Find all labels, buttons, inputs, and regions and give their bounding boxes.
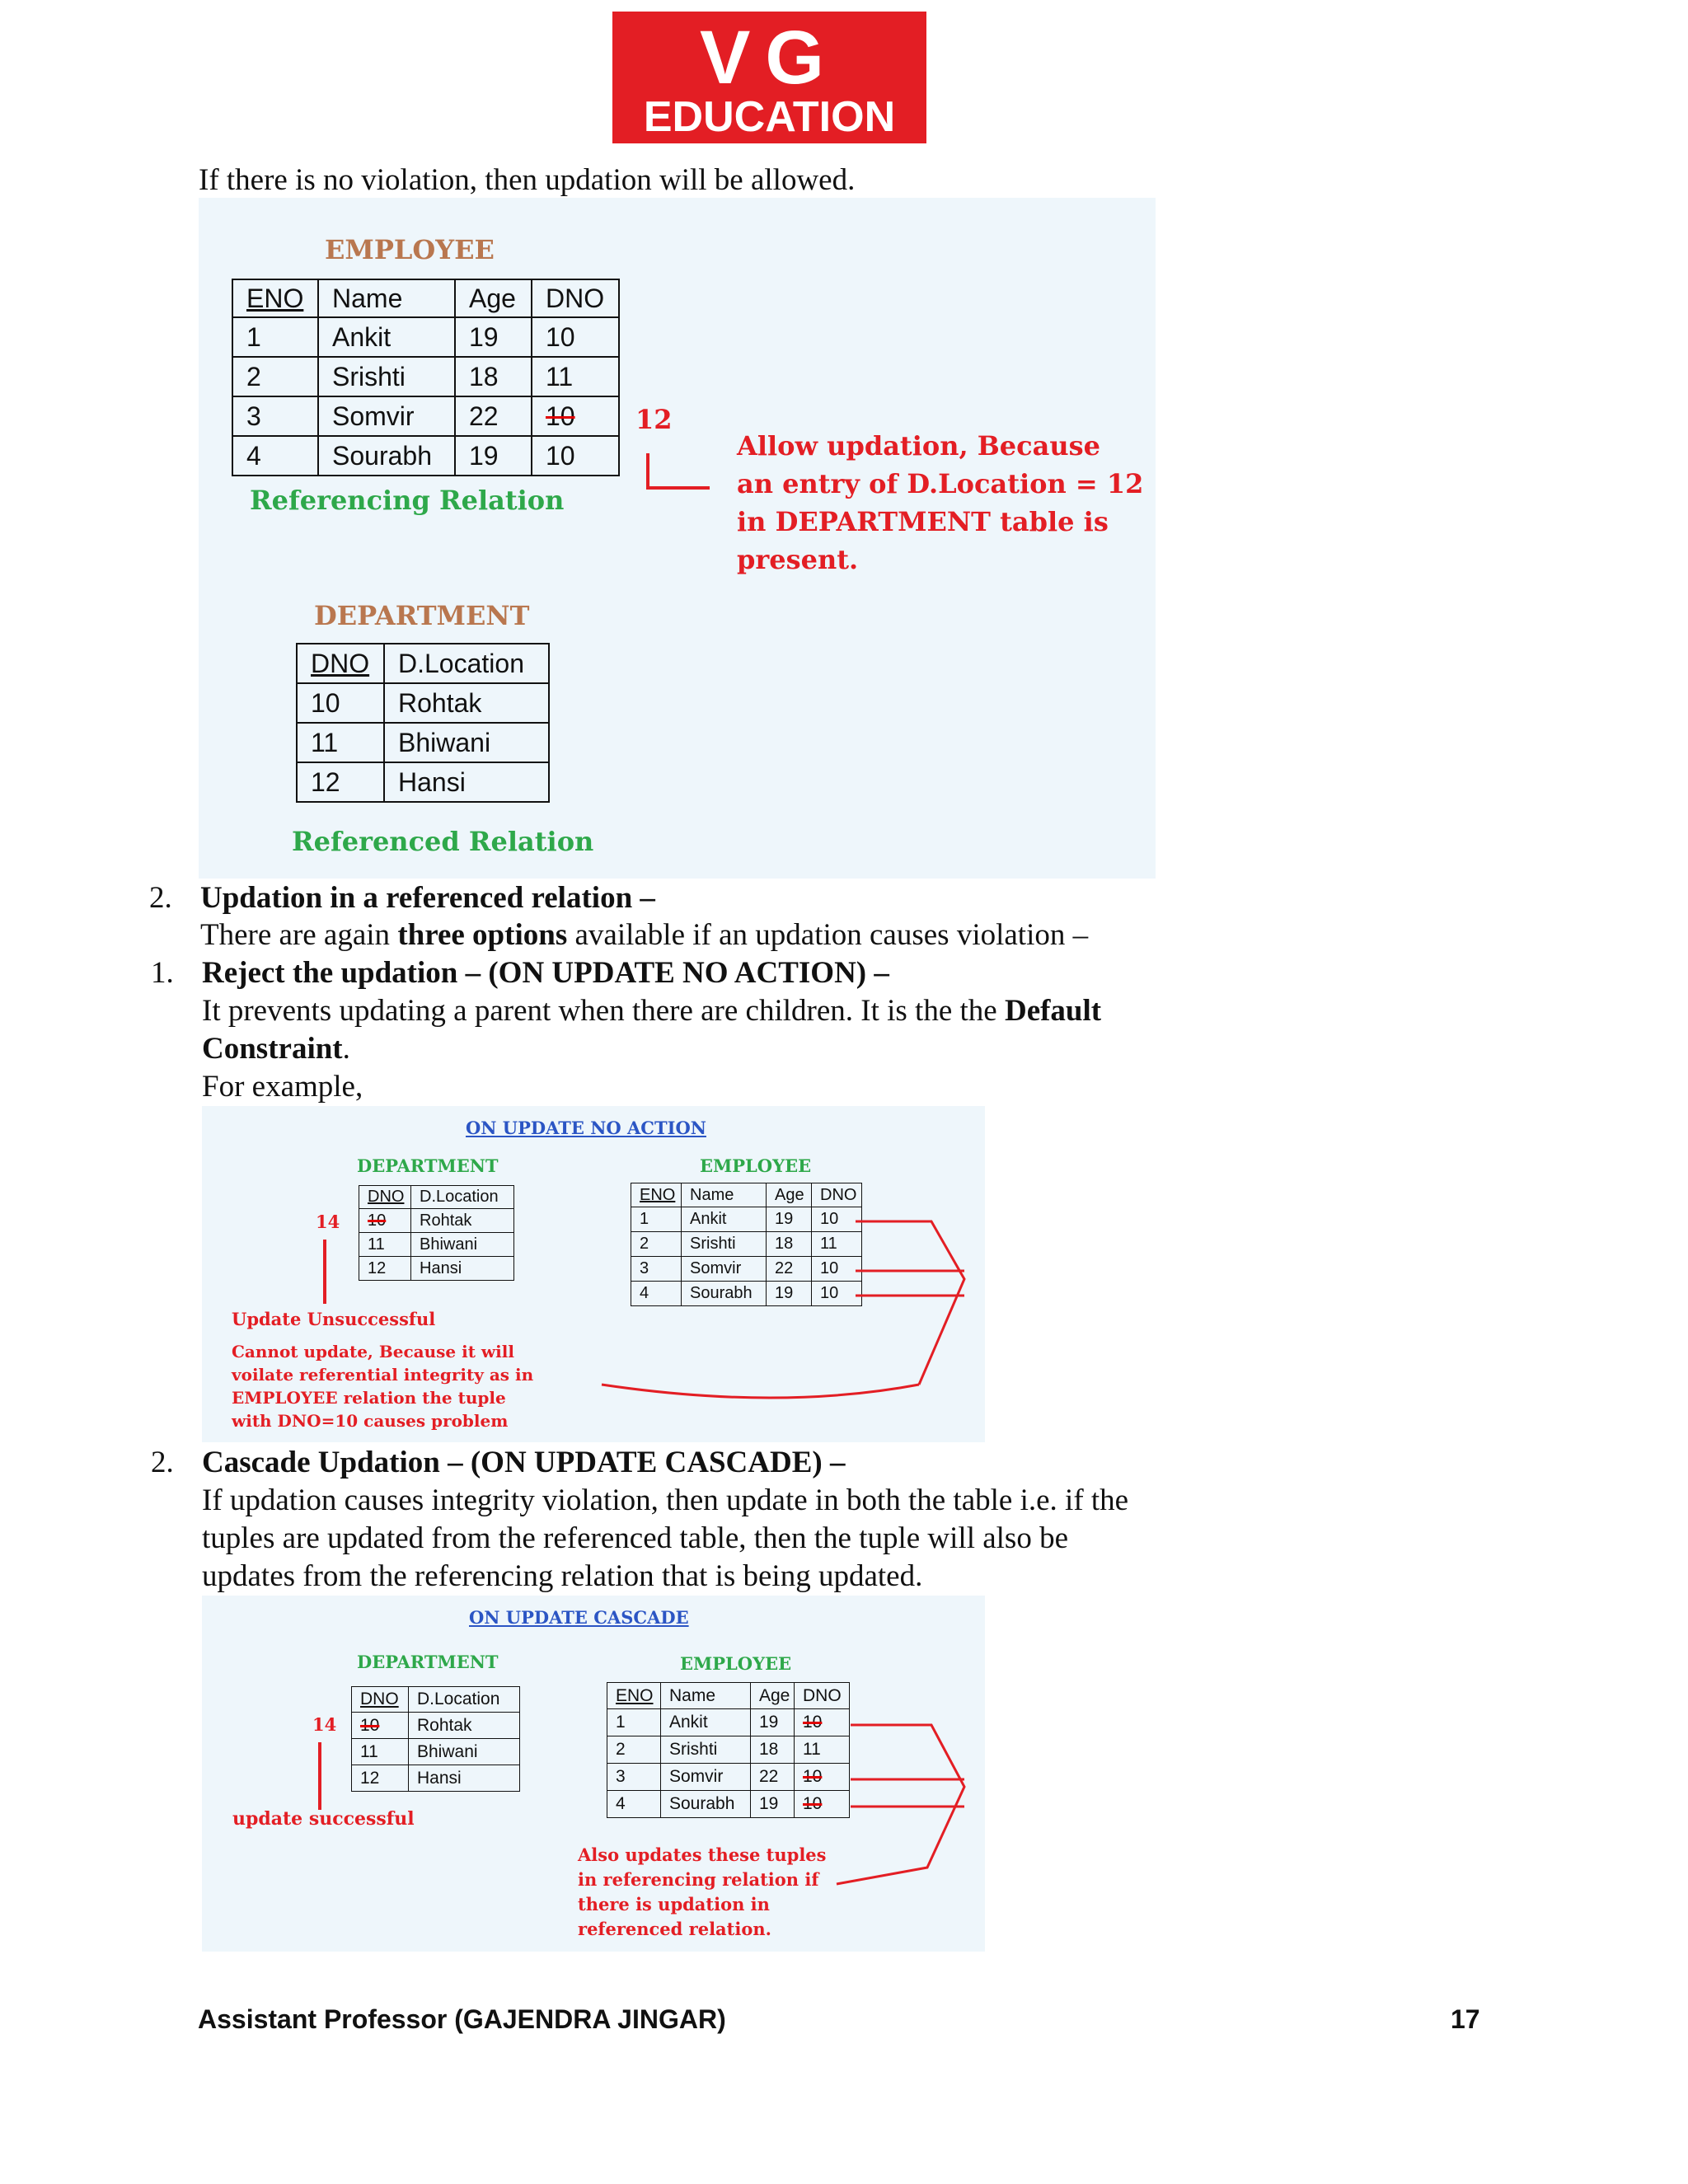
cell: Ankit [661,1709,751,1736]
cell: 4 [607,1791,661,1818]
col-dno: DNO [812,1183,862,1207]
col-location: D.Location [409,1687,520,1713]
cell: Bhiwani [384,723,549,762]
note-line: Cannot update, Because it will [232,1342,514,1361]
cell: 12 [359,1257,411,1281]
option1-text-cont [202,1030,350,1067]
cell: Srishti [682,1232,767,1257]
note-line: voilate referential integrity as in [232,1365,534,1385]
cell: 19 [767,1207,812,1232]
cell: 3 [232,396,318,436]
status-text: update successful [232,1808,415,1830]
cell: Somvir [661,1764,751,1791]
note-line: an entry of D.Location = 12 [737,468,1144,499]
cell: 2 [631,1232,682,1257]
text-run: . [342,1032,350,1066]
page-number: 17 [1451,2004,1480,2034]
col-name: Name [661,1683,751,1709]
col-location: D.Location [411,1186,514,1209]
cell: 18 [751,1736,795,1764]
cell: 10 [532,317,619,357]
table-header-row [297,644,549,683]
vg-education-logo [612,12,926,143]
department-table-title: DEPARTMENT [314,600,530,631]
struck-cell: 10 [352,1713,409,1739]
department-table [296,643,550,803]
cell: 22 [767,1257,812,1282]
col-dno: DNO [352,1687,409,1713]
col-name: Name [682,1183,767,1207]
text-run-bold: Constraint [202,1032,343,1066]
col-age: Age [751,1683,795,1709]
cell: 11 [532,357,619,396]
cell: Srishti [661,1736,751,1764]
text-run: available if an updation causes violation – [567,918,1089,952]
struck-cell: 10 [795,1709,850,1736]
cell: Rohtak [411,1209,514,1233]
cell: 18 [767,1232,812,1257]
option2-heading: Cascade Updation – (ON UPDATE CASCADE) – [202,1446,846,1479]
option1-number: 1. [151,956,174,990]
new-dno-value: 14 [312,1714,337,1735]
cell: Srishti [318,357,455,396]
col-eno: ENO [607,1683,661,1709]
col-name: Name [318,279,455,317]
col-location: D.Location [384,644,549,683]
col-dno: DNO [359,1186,411,1209]
cell: 22 [751,1764,795,1791]
cell: Hansi [384,762,549,802]
logo-text: EDUCATION [643,93,896,141]
note-line: with DNO=10 causes problem [232,1411,509,1431]
figure-title: ON UPDATE CASCADE [469,1607,689,1628]
cell: Rohtak [409,1713,520,1739]
cell: Sourabh [661,1791,751,1818]
text-run: There are again [200,918,398,952]
text-run: It prevents updating a parent when there are children. It is the the [202,994,1005,1028]
cell: 11 [795,1736,850,1764]
cell: Bhiwani [411,1233,514,1257]
cell: Hansi [409,1765,520,1792]
note-line: referenced relation. [578,1919,771,1939]
cell: Rohtak [384,683,549,723]
referencing-label: Referencing Relation [250,485,565,516]
example-label: For example, [202,1070,363,1104]
cell: Ankit [318,317,455,357]
col-eno: ENO [232,279,318,317]
note-line: in referencing relation if [578,1869,819,1890]
cell: 11 [812,1232,862,1257]
col-eno: ENO [631,1183,682,1207]
option2-line: If updation causes integrity violation, then update in both the table i.e. if the [202,1483,1129,1517]
dept-title: DEPARTMENT [357,1155,499,1176]
status-text: Update Unsuccessful [232,1309,436,1329]
note-line: there is updation in [578,1894,770,1915]
option1-text [202,992,1101,1029]
figure-title: ON UPDATE NO ACTION [466,1118,706,1138]
section2-heading: Updation in a referenced relation – [200,881,655,915]
table-row [297,762,549,802]
cell: 12 [297,762,384,802]
struck-cell: 10 [795,1791,850,1818]
new-dno-value: 12 [635,404,673,435]
cell: Sourabh [318,436,455,476]
col-age: Age [455,279,532,317]
table-row [297,683,549,723]
cell: 3 [631,1257,682,1282]
struck-cell: 10 [795,1764,850,1791]
text-run-bold: Default [1004,994,1102,1028]
note-line: Also updates these tuples [578,1844,827,1865]
option2-number: 2. [151,1446,174,1479]
note-line: Allow updation, Because [737,430,1101,462]
cell: 19 [455,436,532,476]
col-dno: DNO [795,1683,850,1709]
emp-title: EMPLOYEE [680,1653,792,1674]
cell: 2 [232,357,318,396]
cell: 19 [751,1709,795,1736]
cell: 10 [297,683,384,723]
section2-number: 2. [149,881,172,915]
cell: 19 [455,317,532,357]
logo-mark: VG [700,16,839,100]
cell: 4 [631,1282,682,1306]
option1-heading: Reject the updation – (ON UPDATE NO ACTION) – [202,956,889,990]
allow-note [737,427,1143,579]
cell: 4 [232,436,318,476]
cell: Hansi [411,1257,514,1281]
figure-cascade [202,1596,985,1952]
dept-title: DEPARTMENT [357,1652,499,1672]
col-dno: DNO [532,279,619,317]
text-run-bold: three options [397,918,568,952]
cell: 10 [812,1207,862,1232]
cell: Sourabh [682,1282,767,1306]
cascade-note [578,1843,827,1942]
no-action-note [232,1340,533,1432]
struck-cell: 10 [532,396,619,436]
new-dno-value: 14 [316,1212,340,1232]
figure-employee-update [199,198,1156,879]
cell: 11 [359,1233,411,1257]
note-line: in DEPARTMENT table is [737,506,1109,537]
table-row [297,723,549,762]
cell: 10 [812,1257,862,1282]
referenced-label: Referenced Relation [292,826,594,857]
cell: 1 [631,1207,682,1232]
cell: 19 [751,1791,795,1818]
cell: 11 [352,1739,409,1765]
footer-author: Assistant Professor (GAJENDRA JINGAR) [198,2004,726,2034]
note-line: EMPLOYEE relation the tuple [232,1388,506,1408]
cell: Somvir [318,396,455,436]
struck-cell: 10 [359,1209,411,1233]
col-age: Age [767,1183,812,1207]
cell: 1 [232,317,318,357]
emp-title: EMPLOYEE [700,1155,812,1176]
figure-no-action [202,1106,985,1442]
cell: 10 [532,436,619,476]
cell: Somvir [682,1257,767,1282]
cell: 2 [607,1736,661,1764]
cell: Bhiwani [409,1739,520,1765]
cell: 12 [352,1765,409,1792]
cell: 11 [297,723,384,762]
option2-line: tuples are updated from the referenced table, then the tuple will also be [202,1521,1068,1555]
cell: 18 [455,357,532,396]
cell: 1 [607,1709,661,1736]
note-line: present. [737,544,859,575]
section2-line [200,916,1088,954]
cell: 19 [767,1282,812,1306]
intro-line: If there is no violation, then updation will be allowed. [199,163,856,197]
option2-line: updates from the referencing relation that is being updated. [202,1559,923,1593]
cell: 22 [455,396,532,436]
cell: 10 [812,1282,862,1306]
cell: Ankit [682,1207,767,1232]
cell: 3 [607,1764,661,1791]
employee-table-title: EMPLOYEE [325,234,495,265]
col-dno: DNO [297,644,384,683]
